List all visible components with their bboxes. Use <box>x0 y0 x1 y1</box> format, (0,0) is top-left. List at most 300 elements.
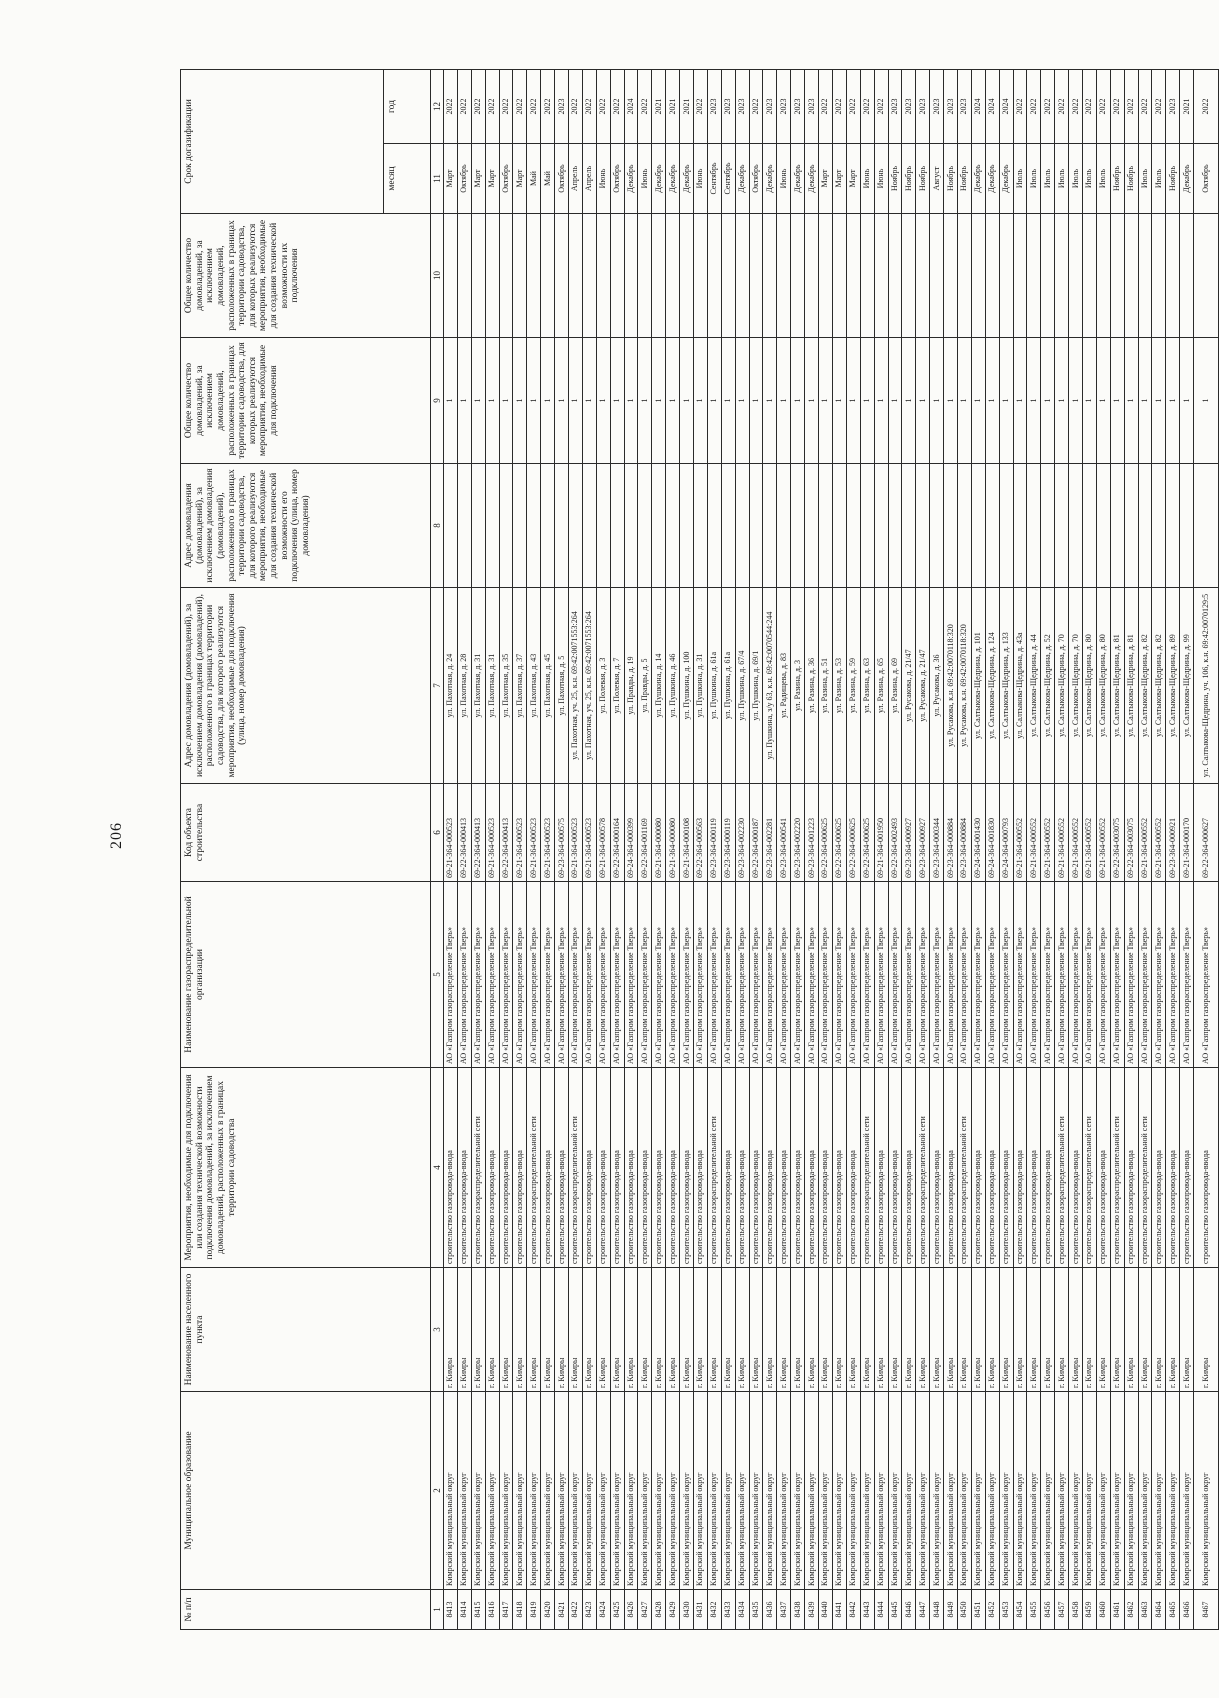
cell-count-connect: 1 <box>819 338 833 464</box>
cell-measure: строительство газопровода-ввода <box>1124 1068 1138 1268</box>
cell-org: АО «Газпром газораспределение Тверь» <box>513 882 527 1068</box>
cell-settlement: г. Кимры <box>582 1268 596 1392</box>
cell-month: Октябрь <box>457 144 471 214</box>
cell-count-possibility <box>694 214 708 338</box>
cell-address-possibility <box>457 464 471 588</box>
cell-address: ул. Салтыкова-Щедрина, д. 80 <box>1082 588 1096 784</box>
cell-month: Декабрь <box>735 144 749 214</box>
cell-org: АО «Газпром газораспределение Тверь» <box>930 882 944 1068</box>
cell-count-connect: 1 <box>944 338 958 464</box>
cell-year: 2024 <box>971 69 985 143</box>
table-row <box>805 69 819 1629</box>
cell-count-connect: 1 <box>1082 338 1096 464</box>
cell-code: 69-21-364-000552 <box>1069 784 1083 882</box>
cell-measure: строительство газопровода-ввода <box>457 1068 471 1268</box>
cell-org: АО «Газпром газораспределение Тверь» <box>596 882 610 1068</box>
cell-measure: строительство газопровода-ввода <box>680 1068 694 1268</box>
cell-count-connect: 1 <box>860 338 874 464</box>
cell-year: 2024 <box>985 69 999 143</box>
cell-org: АО «Газпром газораспределение Тверь» <box>874 882 888 1068</box>
header-org: Наименование газораспределительной организации <box>181 882 431 1068</box>
column-number: 7 <box>431 588 444 784</box>
cell-year: 2022 <box>1138 69 1152 143</box>
cell-month: Июнь <box>874 144 888 214</box>
cell-code: 69-22-364-003075 <box>1124 784 1138 882</box>
cell-settlement: г. Кимры <box>638 1268 652 1392</box>
table-row <box>916 69 930 1629</box>
header-address-connect: Адрес домовладения (домовладений), за исключением домовладения (домовладений), расположенного в границах территории садоводства, для которого реализуются мероприятия, необходимые для подключения (улица, номер домовладения) <box>181 588 431 784</box>
cell-code: 69-21-364-000552 <box>1152 784 1166 882</box>
cell-settlement: г. Кимры <box>791 1268 805 1392</box>
cell-year: 2022 <box>444 69 458 143</box>
cell-code: 69-24-364-001430 <box>971 784 985 882</box>
cell-address-possibility <box>582 464 596 588</box>
cell-year: 2023 <box>805 69 819 143</box>
cell-address: ул. Пахотная, д. 31 <box>485 588 499 784</box>
cell-address: ул. Разина, д. 53 <box>832 588 846 784</box>
cell-month: Август <box>930 144 944 214</box>
cell-count-possibility <box>1138 214 1152 338</box>
cell-municipality: Кимрский муниципальный округ <box>888 1392 902 1590</box>
cell-month: Октябрь <box>555 144 569 214</box>
cell-count-connect: 1 <box>999 338 1013 464</box>
cell-measure: строительство газопровода-ввода <box>1152 1068 1166 1268</box>
cell-measure: строительство газопровода-ввода <box>1027 1068 1041 1268</box>
cell-address: ул. Разина, д. 63 <box>860 588 874 784</box>
cell-address: ул. Полевая, д. 7 <box>610 588 624 784</box>
cell-no: 8438 <box>791 1590 805 1630</box>
cell-municipality: Кимрский муниципальный округ <box>680 1392 694 1590</box>
cell-measure: строительство газопровода-ввода <box>610 1068 624 1268</box>
cell-no: 8423 <box>582 1590 596 1630</box>
cell-org: АО «Газпром газораспределение Тверь» <box>999 882 1013 1068</box>
cell-month: Март <box>846 144 860 214</box>
cell-settlement: г. Кимры <box>888 1268 902 1392</box>
cell-year: 2023 <box>555 69 569 143</box>
cell-address-possibility <box>471 464 485 588</box>
cell-no: 8424 <box>596 1590 610 1630</box>
cell-count-connect: 1 <box>1152 338 1166 464</box>
cell-address: ул. Русакова, к.н. 69:42:0070118:320 <box>957 588 971 784</box>
cell-no: 8456 <box>1041 1590 1055 1630</box>
cell-municipality: Кимрский муниципальный округ <box>930 1392 944 1590</box>
cell-address: ул. Полевая, д. 3 <box>596 588 610 784</box>
cell-address: ул. Салтыкова-Щедрина, д. 81 <box>1110 588 1124 784</box>
cell-count-possibility <box>860 214 874 338</box>
cell-address: ул. Русакова, д. 21/47 <box>916 588 930 784</box>
cell-code: 69-22-364-000627 <box>1194 784 1219 882</box>
cell-count-connect: 1 <box>1013 338 1027 464</box>
cell-address: ул. Салтыкова-Щедрина, д. 82 <box>1152 588 1166 784</box>
cell-measure: строительство газопровода-ввода <box>596 1068 610 1268</box>
cell-address: ул. Салтыкова-Щедрина, д. 80 <box>1096 588 1110 784</box>
cell-no: 8464 <box>1152 1590 1166 1630</box>
cell-count-possibility <box>610 214 624 338</box>
cell-measure: строительство газопровода-ввода <box>652 1068 666 1268</box>
cell-org: АО «Газпром газораспределение Тверь» <box>1138 882 1152 1068</box>
cell-address-possibility <box>610 464 624 588</box>
cell-municipality: Кимрский муниципальный округ <box>832 1392 846 1590</box>
cell-code: 69-21-364-000523 <box>485 784 499 882</box>
cell-year: 2022 <box>638 69 652 143</box>
table-row <box>930 69 944 1629</box>
cell-month: Октябрь <box>499 144 513 214</box>
cell-count-connect: 1 <box>735 338 749 464</box>
cell-count-possibility <box>666 214 680 338</box>
cell-settlement: г. Кимры <box>652 1268 666 1392</box>
cell-code: 69-21-364-000523 <box>582 784 596 882</box>
cell-municipality: Кимрский муниципальный округ <box>610 1392 624 1590</box>
cell-address-possibility <box>1152 464 1166 588</box>
cell-address-possibility <box>624 464 638 588</box>
cell-settlement: г. Кимры <box>1069 1268 1083 1392</box>
cell-address-possibility <box>763 464 777 588</box>
cell-municipality: Кимрский муниципальный округ <box>1013 1392 1027 1590</box>
cell-address-possibility <box>916 464 930 588</box>
cell-count-connect: 1 <box>1138 338 1152 464</box>
cell-year: 2022 <box>596 69 610 143</box>
cell-count-connect: 1 <box>1166 338 1180 464</box>
cell-org: АО «Газпром газораспределение Тверь» <box>1069 882 1083 1068</box>
cell-count-possibility <box>916 214 930 338</box>
table-row <box>846 69 860 1629</box>
cell-count-possibility <box>444 214 458 338</box>
cell-code: 69-23-364-000541 <box>777 784 791 882</box>
cell-address-possibility <box>694 464 708 588</box>
cell-address: ул. Пахотная, уч. 25, к.н. 69:42:0071553:264 <box>569 588 583 784</box>
cell-municipality: Кимрский муниципальный округ <box>1124 1392 1138 1590</box>
cell-no: 8434 <box>735 1590 749 1630</box>
cell-measure: строительство газопровода-ввода <box>805 1068 819 1268</box>
cell-measure: строительство газопровода-ввода <box>971 1068 985 1268</box>
table-row <box>721 69 735 1629</box>
cell-settlement: г. Кимры <box>541 1268 555 1392</box>
cell-code: 69-24-364-000399 <box>624 784 638 882</box>
cell-address: ул. Пахотная, уч. 25, к.н. 69:42:0071553:264 <box>582 588 596 784</box>
cell-month: Июнь <box>860 144 874 214</box>
cell-org: АО «Газпром газораспределение Тверь» <box>610 882 624 1068</box>
cell-count-connect: 1 <box>471 338 485 464</box>
cell-municipality: Кимрский муниципальный округ <box>555 1392 569 1590</box>
cell-month: Декабрь <box>971 144 985 214</box>
cell-code: 69-21-364-000523 <box>569 784 583 882</box>
cell-address-possibility <box>652 464 666 588</box>
cell-month: Декабрь <box>666 144 680 214</box>
cell-org: АО «Газпром газораспределение Тверь» <box>985 882 999 1068</box>
cell-org: АО «Газпром газораспределение Тверь» <box>1180 882 1194 1068</box>
cell-org: АО «Газпром газораспределение Тверь» <box>541 882 555 1068</box>
cell-count-possibility <box>805 214 819 338</box>
cell-org: АО «Газпром газораспределение Тверь» <box>694 882 708 1068</box>
cell-month: Сентябрь <box>707 144 721 214</box>
cell-settlement: г. Кимры <box>1027 1268 1041 1392</box>
cell-measure: строительство газопровода-ввода <box>763 1068 777 1268</box>
cell-settlement: г. Кимры <box>944 1268 958 1392</box>
cell-measure: строительство газораспределительной сети <box>860 1068 874 1268</box>
cell-count-connect: 1 <box>1194 338 1219 464</box>
cell-month: Ноябрь <box>902 144 916 214</box>
cell-address: ул. Салтыкова-Щедрина, д. 70 <box>1055 588 1069 784</box>
cell-address: ул. Салтыкова-Щедрина, уч. 106, к.н. 69:42:0070129:5 <box>1194 588 1219 784</box>
cell-code: 69-23-364-000884 <box>944 784 958 882</box>
cell-org: АО «Газпром газораспределение Тверь» <box>1041 882 1055 1068</box>
cell-no: 8459 <box>1082 1590 1096 1630</box>
cell-address-possibility <box>527 464 541 588</box>
cell-address: ул. Пахотная, д. 35 <box>499 588 513 784</box>
cell-count-possibility <box>1096 214 1110 338</box>
header-code: Код объекта строительства <box>181 784 431 882</box>
cell-no: 8451 <box>971 1590 985 1630</box>
cell-settlement: г. Кимры <box>874 1268 888 1392</box>
cell-address-possibility <box>832 464 846 588</box>
cell-measure: строительство газопровода-ввода <box>832 1068 846 1268</box>
cell-address: ул. Салтыкова-Щедрина, д. 99 <box>1180 588 1194 784</box>
table-row <box>971 69 985 1629</box>
cell-year: 2023 <box>791 69 805 143</box>
cell-address: ул. Салтыкова-Щедрина, д. 82 <box>1138 588 1152 784</box>
cell-municipality: Кимрский муниципальный округ <box>1027 1392 1041 1590</box>
cell-year: 2022 <box>513 69 527 143</box>
cell-measure: строительство газопровода-ввода <box>999 1068 1013 1268</box>
cell-count-connect: 1 <box>805 338 819 464</box>
cell-org: АО «Газпром газораспределение Тверь» <box>499 882 513 1068</box>
cell-count-connect: 1 <box>777 338 791 464</box>
cell-address-possibility <box>444 464 458 588</box>
cell-count-possibility <box>1180 214 1194 338</box>
cell-count-possibility <box>888 214 902 338</box>
cell-municipality: Кимрский муниципальный округ <box>999 1392 1013 1590</box>
cell-no: 8447 <box>916 1590 930 1630</box>
page-number: 206 <box>108 822 125 849</box>
cell-measure: строительство газопровода-ввода <box>985 1068 999 1268</box>
cell-year: 2021 <box>1180 69 1194 143</box>
cell-org: АО «Газпром газораспределение Тверь» <box>680 882 694 1068</box>
cell-count-connect: 1 <box>652 338 666 464</box>
cell-count-possibility <box>1110 214 1124 338</box>
cell-month: Декабрь <box>805 144 819 214</box>
cell-no: 8430 <box>680 1590 694 1630</box>
cell-org: АО «Газпром газораспределение Тверь» <box>763 882 777 1068</box>
cell-org: АО «Газпром газораспределение Тверь» <box>819 882 833 1068</box>
cell-no: 8429 <box>666 1590 680 1630</box>
cell-code: 69-21-364-000080 <box>652 784 666 882</box>
table-row <box>1082 69 1096 1629</box>
cell-address: ул. Салтыкова-Щедрина, д. 81 <box>1124 588 1138 784</box>
cell-count-connect: 1 <box>707 338 721 464</box>
table-row <box>596 69 610 1629</box>
table-row <box>749 69 763 1629</box>
cell-code: 69-21-364-000552 <box>1096 784 1110 882</box>
cell-org: АО «Газпром газораспределение Тверь» <box>971 882 985 1068</box>
cell-no: 8422 <box>569 1590 583 1630</box>
cell-count-possibility <box>680 214 694 338</box>
cell-municipality: Кимрский муниципальный округ <box>944 1392 958 1590</box>
cell-org: АО «Газпром газораспределение Тверь» <box>1152 882 1166 1068</box>
cell-org: АО «Газпром газораспределение Тверь» <box>860 882 874 1068</box>
table-row <box>541 69 555 1629</box>
cell-org: АО «Газпром газораспределение Тверь» <box>888 882 902 1068</box>
cell-count-connect: 1 <box>596 338 610 464</box>
cell-month: Ноябрь <box>1124 144 1138 214</box>
cell-address-possibility <box>902 464 916 588</box>
table-row <box>944 69 958 1629</box>
cell-address-possibility <box>1013 464 1027 588</box>
cell-measure: строительство газораспределительной сети <box>1138 1068 1152 1268</box>
cell-year: 2022 <box>457 69 471 143</box>
cell-count-connect: 1 <box>985 338 999 464</box>
cell-measure: строительство газопровода-ввода <box>638 1068 652 1268</box>
cell-address: ул. Разина, д. 59 <box>846 588 860 784</box>
cell-org: АО «Газпром газораспределение Тверь» <box>569 882 583 1068</box>
cell-no: 8417 <box>499 1590 513 1630</box>
cell-month: Июль <box>1013 144 1027 214</box>
cell-code: 69-22-364-000413 <box>499 784 513 882</box>
cell-measure: строительство газопровода-ввода <box>1166 1068 1180 1268</box>
cell-month: Апрель <box>582 144 596 214</box>
cell-month: Декабрь <box>624 144 638 214</box>
cell-address-possibility <box>666 464 680 588</box>
cell-count-possibility <box>832 214 846 338</box>
cell-org: АО «Газпром газораспределение Тверь» <box>555 882 569 1068</box>
cell-code: 69-21-364-000523 <box>527 784 541 882</box>
table-row <box>985 69 999 1629</box>
cell-code: 69-23-364-000119 <box>721 784 735 882</box>
cell-settlement: г. Кимры <box>596 1268 610 1392</box>
cell-org: АО «Газпром газораспределение Тверь» <box>666 882 680 1068</box>
column-number: 4 <box>431 1068 444 1268</box>
table-row <box>1027 69 1041 1629</box>
cell-month: Март <box>513 144 527 214</box>
cell-address: ул. Правды, д. 19 <box>624 588 638 784</box>
cell-count-possibility <box>1194 214 1219 338</box>
cell-count-connect: 1 <box>1110 338 1124 464</box>
cell-org: АО «Газпром газораспределение Тверь» <box>805 882 819 1068</box>
cell-municipality: Кимрский муниципальный округ <box>457 1392 471 1590</box>
cell-address: ул. Русакова, к.н. 69:42:0070118:320 <box>944 588 958 784</box>
cell-no: 8427 <box>638 1590 652 1630</box>
cell-address: ул. Разина, д. 3 <box>791 588 805 784</box>
cell-address-possibility <box>791 464 805 588</box>
cell-municipality: Кимрский муниципальный округ <box>541 1392 555 1590</box>
cell-settlement: г. Кимры <box>763 1268 777 1392</box>
cell-settlement: г. Кимры <box>527 1268 541 1392</box>
cell-municipality: Кимрский муниципальный округ <box>1041 1392 1055 1590</box>
cell-settlement: г. Кимры <box>749 1268 763 1392</box>
cell-org: АО «Газпром газораспределение Тверь» <box>957 882 971 1068</box>
cell-no: 8462 <box>1124 1590 1138 1630</box>
cell-code: 69-21-364-000578 <box>596 784 610 882</box>
cell-no: 8448 <box>930 1590 944 1630</box>
cell-month: Июль <box>1041 144 1055 214</box>
cell-measure: строительство газопровода-ввода <box>1069 1068 1083 1268</box>
cell-count-possibility <box>930 214 944 338</box>
cell-settlement: г. Кимры <box>694 1268 708 1392</box>
cell-month: Апрель <box>569 144 583 214</box>
cell-no: 8428 <box>652 1590 666 1630</box>
cell-municipality: Кимрский муниципальный округ <box>874 1392 888 1590</box>
cell-measure: строительство газопровода-ввода <box>735 1068 749 1268</box>
cell-count-possibility <box>541 214 555 338</box>
cell-year: 2022 <box>1013 69 1027 143</box>
cell-address-possibility <box>499 464 513 588</box>
table-row <box>555 69 569 1629</box>
cell-count-connect: 1 <box>1069 338 1083 464</box>
cell-org: АО «Газпром газораспределение Тверь» <box>777 882 791 1068</box>
cell-measure: строительство газораспределительной сети <box>471 1068 485 1268</box>
cell-measure: строительство газораспределительной сети <box>1082 1068 1096 1268</box>
cell-municipality: Кимрский муниципальный округ <box>763 1392 777 1590</box>
cell-count-connect: 1 <box>485 338 499 464</box>
cell-month: Июнь <box>694 144 708 214</box>
cell-address: ул. Пушкина, д. 69/1 <box>749 588 763 784</box>
column-number: 12 <box>431 69 444 143</box>
cell-code: 69-23-364-000927 <box>902 784 916 882</box>
cell-settlement: г. Кимры <box>721 1268 735 1392</box>
cell-count-connect: 1 <box>457 338 471 464</box>
cell-settlement: г. Кимры <box>1082 1268 1096 1392</box>
cell-month: Июнь <box>777 144 791 214</box>
cell-code: 69-22-364-000625 <box>860 784 874 882</box>
cell-settlement: г. Кимры <box>1124 1268 1138 1392</box>
cell-year: 2022 <box>694 69 708 143</box>
cell-municipality: Кимрский муниципальный округ <box>444 1392 458 1590</box>
table-row <box>444 69 458 1629</box>
cell-measure: строительство газопровода-ввода <box>888 1068 902 1268</box>
rotated-table-wrapper <box>180 70 1211 1630</box>
table-row <box>1166 69 1180 1629</box>
cell-count-possibility <box>1152 214 1166 338</box>
cell-count-possibility <box>1027 214 1041 338</box>
cell-municipality: Кимрский муниципальный округ <box>805 1392 819 1590</box>
cell-no: 8449 <box>944 1590 958 1630</box>
cell-no: 8439 <box>805 1590 819 1630</box>
cell-count-connect: 1 <box>499 338 513 464</box>
column-number: 1 <box>431 1590 444 1630</box>
cell-address-possibility <box>957 464 971 588</box>
cell-measure: строительство газопровода-ввода <box>902 1068 916 1268</box>
cell-no: 8433 <box>721 1590 735 1630</box>
table-row <box>791 69 805 1629</box>
cell-org: АО «Газпром газораспределение Тверь» <box>652 882 666 1068</box>
table-row <box>860 69 874 1629</box>
cell-month: Декабрь <box>999 144 1013 214</box>
cell-measure: строительство газопровода-ввода <box>846 1068 860 1268</box>
cell-measure: строительство газопровода-ввода <box>624 1068 638 1268</box>
cell-year: 2022 <box>485 69 499 143</box>
cell-municipality: Кимрский муниципальный округ <box>499 1392 513 1590</box>
table-row <box>569 69 583 1629</box>
table-row <box>680 69 694 1629</box>
cell-count-possibility <box>874 214 888 338</box>
cell-settlement: г. Кимры <box>777 1268 791 1392</box>
column-number: 3 <box>431 1268 444 1392</box>
table-row <box>902 69 916 1629</box>
cell-code: 69-24-364-000793 <box>999 784 1013 882</box>
table-row <box>1013 69 1027 1629</box>
cell-count-connect: 1 <box>513 338 527 464</box>
cell-code: 69-22-364-000164 <box>610 784 624 882</box>
cell-count-possibility <box>819 214 833 338</box>
cell-settlement: г. Кимры <box>444 1268 458 1392</box>
cell-count-possibility <box>1041 214 1055 338</box>
cell-municipality: Кимрский муниципальный округ <box>624 1392 638 1590</box>
cell-address: ул. Пушкина, д. 14 <box>652 588 666 784</box>
cell-code: 69-23-364-000927 <box>916 784 930 882</box>
cell-no: 8443 <box>860 1590 874 1630</box>
column-number: 8 <box>431 464 444 588</box>
cell-count-possibility <box>624 214 638 338</box>
cell-address: ул. Русакова, д. 36 <box>930 588 944 784</box>
